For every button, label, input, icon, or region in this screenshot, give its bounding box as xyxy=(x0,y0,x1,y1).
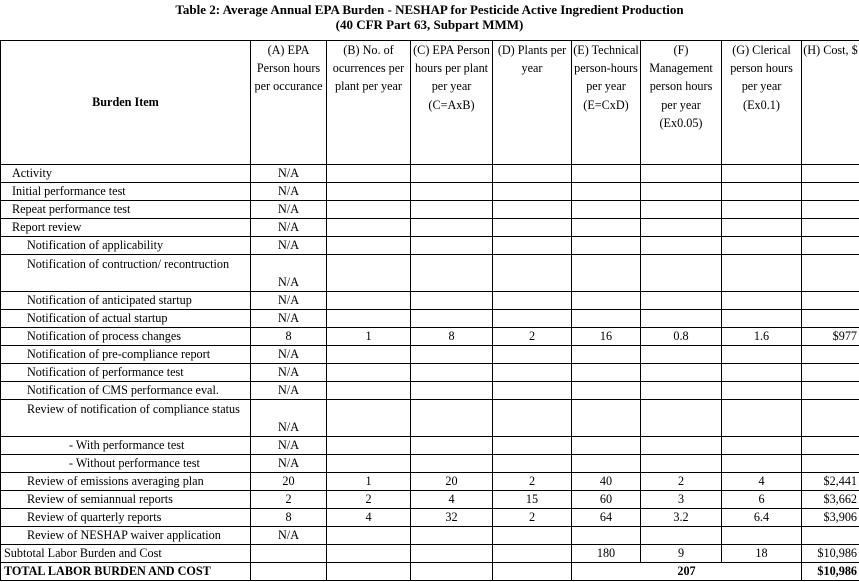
subtotal-label: Subtotal Labor Burden and Cost xyxy=(1,545,251,563)
cell-e xyxy=(572,219,641,237)
cell-f xyxy=(641,437,722,455)
row-label: Review of semiannual reports xyxy=(1,491,251,509)
cell-g xyxy=(722,382,802,400)
cell-e xyxy=(572,437,641,455)
cell-h xyxy=(802,219,859,237)
cell-h: $3,906 xyxy=(802,509,859,527)
cell-h xyxy=(802,201,859,219)
cell-f xyxy=(641,237,722,255)
cell-f: 0.8 xyxy=(641,328,722,346)
cell-e xyxy=(572,364,641,382)
row-label: Review of notification of compliance status xyxy=(1,400,251,437)
row-label: Notification of anticipated startup xyxy=(1,292,251,310)
cell-d xyxy=(493,527,572,545)
cell-b xyxy=(327,400,411,437)
cell-f xyxy=(641,292,722,310)
cell-e xyxy=(572,382,641,400)
cell-d xyxy=(493,255,572,292)
cell-b xyxy=(327,527,411,545)
cell-h: $977 xyxy=(802,328,859,346)
cell-g: 1.6 xyxy=(722,328,802,346)
row-label: Activity xyxy=(1,165,251,183)
cell-a: N/A xyxy=(251,346,327,364)
cell-g xyxy=(722,219,802,237)
row-label: Review of NESHAP waiver application xyxy=(1,527,251,545)
row-label: Notification of performance test xyxy=(1,364,251,382)
cell-b xyxy=(327,165,411,183)
cell-f xyxy=(641,183,722,201)
cell-a: N/A xyxy=(251,527,327,545)
cell-g xyxy=(722,437,802,455)
header-col-e: (E) Technical person-hours per year (E=CxD) xyxy=(572,41,641,165)
header-col-f: (F) Management person hours per year (Ex0.05) xyxy=(641,41,722,165)
row-label: Review of quarterly reports xyxy=(1,509,251,527)
cell-d xyxy=(493,382,572,400)
cell-f: 2 xyxy=(641,473,722,491)
table-row xyxy=(1,292,859,310)
cell-b xyxy=(327,201,411,219)
cell-a: N/A xyxy=(251,382,327,400)
header-col-g: (G) Clerical person hours per year (Ex0.1) xyxy=(722,41,802,165)
cell-g xyxy=(722,201,802,219)
header-burden-item: Burden Item xyxy=(1,41,251,165)
cell-b xyxy=(327,346,411,364)
cell-c xyxy=(411,527,493,545)
cell-d xyxy=(493,545,572,563)
cell-h xyxy=(802,310,859,328)
cell-d: 15 xyxy=(493,491,572,509)
cell-d xyxy=(493,346,572,364)
subtotal-f: 9 xyxy=(641,545,722,563)
cell-f xyxy=(641,455,722,473)
cell-h xyxy=(802,165,859,183)
cell-e: 60 xyxy=(572,491,641,509)
cell-d xyxy=(493,400,572,437)
cell-b xyxy=(327,545,411,563)
cell-d: 2 xyxy=(493,473,572,491)
total-cost: $10,986 xyxy=(802,563,859,581)
cell-e xyxy=(572,255,641,292)
table-row xyxy=(1,255,859,292)
cell-c xyxy=(411,292,493,310)
subtotal-g: 18 xyxy=(722,545,802,563)
cell-h: $3,662 xyxy=(802,491,859,509)
cell-d: 2 xyxy=(493,509,572,527)
cell-b xyxy=(327,382,411,400)
cell-e xyxy=(572,310,641,328)
cell-d xyxy=(493,292,572,310)
cell-a: N/A xyxy=(251,237,327,255)
cell-c xyxy=(411,437,493,455)
cell-c xyxy=(411,346,493,364)
cell-e xyxy=(572,165,641,183)
cell-a: N/A xyxy=(251,201,327,219)
cell-d xyxy=(493,437,572,455)
cell-g xyxy=(722,527,802,545)
cell-b xyxy=(327,183,411,201)
cell-b: 1 xyxy=(327,328,411,346)
cell-b xyxy=(327,437,411,455)
row-label: Notification of applicability xyxy=(1,237,251,255)
table-row xyxy=(1,437,859,455)
row-label: Repeat performance test xyxy=(1,201,251,219)
cell-g xyxy=(722,183,802,201)
cell-a: N/A xyxy=(251,292,327,310)
table-row xyxy=(1,491,859,509)
total-row xyxy=(1,563,859,581)
subtotal-row xyxy=(1,545,859,563)
total-label: TOTAL LABOR BURDEN AND COST xyxy=(1,563,251,581)
table-row xyxy=(1,527,859,545)
cell-f: 3.2 xyxy=(641,509,722,527)
table-subtitle: (40 CFR Part 63, Subpart MMM) xyxy=(335,17,524,32)
cell-h xyxy=(802,237,859,255)
cell-c xyxy=(411,563,493,581)
cell-e: 64 xyxy=(572,509,641,527)
cell-g: 6.4 xyxy=(722,509,802,527)
row-label: Notification of contruction/ recontruction xyxy=(1,255,251,292)
table-row xyxy=(1,201,859,219)
total-hours: 207 xyxy=(572,563,802,581)
cell-b xyxy=(327,364,411,382)
cell-f xyxy=(641,527,722,545)
cell-e xyxy=(572,183,641,201)
cell-d xyxy=(493,455,572,473)
cell-g xyxy=(722,255,802,292)
cell-h xyxy=(802,364,859,382)
table-row xyxy=(1,509,859,527)
table-row xyxy=(1,165,859,183)
row-label: - Without performance test xyxy=(1,455,251,473)
cell-e xyxy=(572,455,641,473)
row-label: Notification of CMS performance eval. xyxy=(1,382,251,400)
cell-b xyxy=(327,292,411,310)
cell-e xyxy=(572,292,641,310)
cell-g: 6 xyxy=(722,491,802,509)
cell-h xyxy=(802,183,859,201)
burden-table xyxy=(0,40,859,581)
cell-d xyxy=(493,364,572,382)
cell-b xyxy=(327,563,411,581)
cell-h xyxy=(802,455,859,473)
table-row xyxy=(1,473,859,491)
cell-a: 20 xyxy=(251,473,327,491)
cell-f xyxy=(641,165,722,183)
cell-c: 4 xyxy=(411,491,493,509)
cell-d xyxy=(493,201,572,219)
table-row xyxy=(1,382,859,400)
cell-f xyxy=(641,346,722,364)
cell-a: 2 xyxy=(251,491,327,509)
cell-e: 40 xyxy=(572,473,641,491)
cell-h xyxy=(802,527,859,545)
cell-d: 2 xyxy=(493,328,572,346)
cell-c xyxy=(411,237,493,255)
cell-h xyxy=(802,400,859,437)
subtotal-e: 180 xyxy=(572,545,641,563)
cell-d xyxy=(493,310,572,328)
cell-a: N/A xyxy=(251,183,327,201)
header-col-h: (H) Cost, $ xyxy=(802,41,859,165)
cell-g xyxy=(722,292,802,310)
table-row xyxy=(1,364,859,382)
table-row xyxy=(1,219,859,237)
cell-h: $2,441 xyxy=(802,473,859,491)
cell-c xyxy=(411,545,493,563)
cell-g xyxy=(722,400,802,437)
cell-f xyxy=(641,400,722,437)
cell-d xyxy=(493,237,572,255)
cell-b xyxy=(327,455,411,473)
header-row xyxy=(1,41,859,165)
cell-d xyxy=(493,219,572,237)
cell-f xyxy=(641,310,722,328)
cell-f: 3 xyxy=(641,491,722,509)
cell-a xyxy=(251,563,327,581)
cell-g xyxy=(722,455,802,473)
cell-a: 8 xyxy=(251,509,327,527)
cell-e xyxy=(572,527,641,545)
cell-f xyxy=(641,382,722,400)
cell-d xyxy=(493,165,572,183)
cell-g xyxy=(722,346,802,364)
cell-f xyxy=(641,364,722,382)
cell-b xyxy=(327,219,411,237)
cell-a: 8 xyxy=(251,328,327,346)
cell-h xyxy=(802,255,859,292)
cell-b xyxy=(327,237,411,255)
cell-b xyxy=(327,310,411,328)
table-row xyxy=(1,346,859,364)
row-label: Notification of actual startup xyxy=(1,310,251,328)
table-row xyxy=(1,183,859,201)
cell-c: 20 xyxy=(411,473,493,491)
table-row xyxy=(1,310,859,328)
row-label: - With performance test xyxy=(1,437,251,455)
cell-h xyxy=(802,346,859,364)
cell-c xyxy=(411,183,493,201)
cell-g xyxy=(722,237,802,255)
cell-a: N/A xyxy=(251,400,327,437)
row-label: Initial performance test xyxy=(1,183,251,201)
cell-d xyxy=(493,563,572,581)
header-col-d: (D) Plants per year xyxy=(493,41,572,165)
cell-h xyxy=(802,292,859,310)
table-row xyxy=(1,328,859,346)
cell-g xyxy=(722,364,802,382)
row-label: Review of emissions averaging plan xyxy=(1,473,251,491)
cell-c xyxy=(411,165,493,183)
cell-a: N/A xyxy=(251,437,327,455)
cell-c xyxy=(411,400,493,437)
cell-c xyxy=(411,364,493,382)
cell-f xyxy=(641,201,722,219)
cell-e xyxy=(572,201,641,219)
subtotal-h: $10,986 xyxy=(802,545,859,563)
cell-c xyxy=(411,255,493,292)
cell-c xyxy=(411,455,493,473)
cell-c: 8 xyxy=(411,328,493,346)
cell-c xyxy=(411,219,493,237)
cell-d xyxy=(493,183,572,201)
header-col-c: (C) EPA Person hours per plant per year (C=AxB) xyxy=(411,41,493,165)
cell-f xyxy=(641,255,722,292)
cell-a: N/A xyxy=(251,165,327,183)
header-col-b: (B) No. of ocurrences per plant per year xyxy=(327,41,411,165)
cell-a xyxy=(251,545,327,563)
table-title: Table 2: Average Annual EPA Burden - NESHAP for Pesticide Active Ingredient Production xyxy=(175,2,684,17)
cell-e xyxy=(572,237,641,255)
cell-b: 2 xyxy=(327,491,411,509)
cell-c xyxy=(411,310,493,328)
cell-a: N/A xyxy=(251,310,327,328)
cell-h xyxy=(802,437,859,455)
cell-g: 4 xyxy=(722,473,802,491)
cell-a: N/A xyxy=(251,255,327,292)
cell-e xyxy=(572,400,641,437)
row-label: Notification of pre-compliance report xyxy=(1,346,251,364)
table-row xyxy=(1,455,859,473)
cell-b: 4 xyxy=(327,509,411,527)
cell-h xyxy=(802,382,859,400)
cell-c xyxy=(411,201,493,219)
table-row xyxy=(1,237,859,255)
cell-b: 1 xyxy=(327,473,411,491)
cell-c xyxy=(411,382,493,400)
row-label: Notification of process changes xyxy=(1,328,251,346)
cell-a: N/A xyxy=(251,455,327,473)
cell-a: N/A xyxy=(251,364,327,382)
header-col-a: (A) EPA Person hours per occurance xyxy=(251,41,327,165)
cell-c: 32 xyxy=(411,509,493,527)
cell-e: 16 xyxy=(572,328,641,346)
cell-g xyxy=(722,165,802,183)
row-label: Report review xyxy=(1,219,251,237)
cell-g xyxy=(722,310,802,328)
table-row xyxy=(1,400,859,437)
cell-f xyxy=(641,219,722,237)
cell-a: N/A xyxy=(251,219,327,237)
cell-b xyxy=(327,255,411,292)
cell-e xyxy=(572,346,641,364)
